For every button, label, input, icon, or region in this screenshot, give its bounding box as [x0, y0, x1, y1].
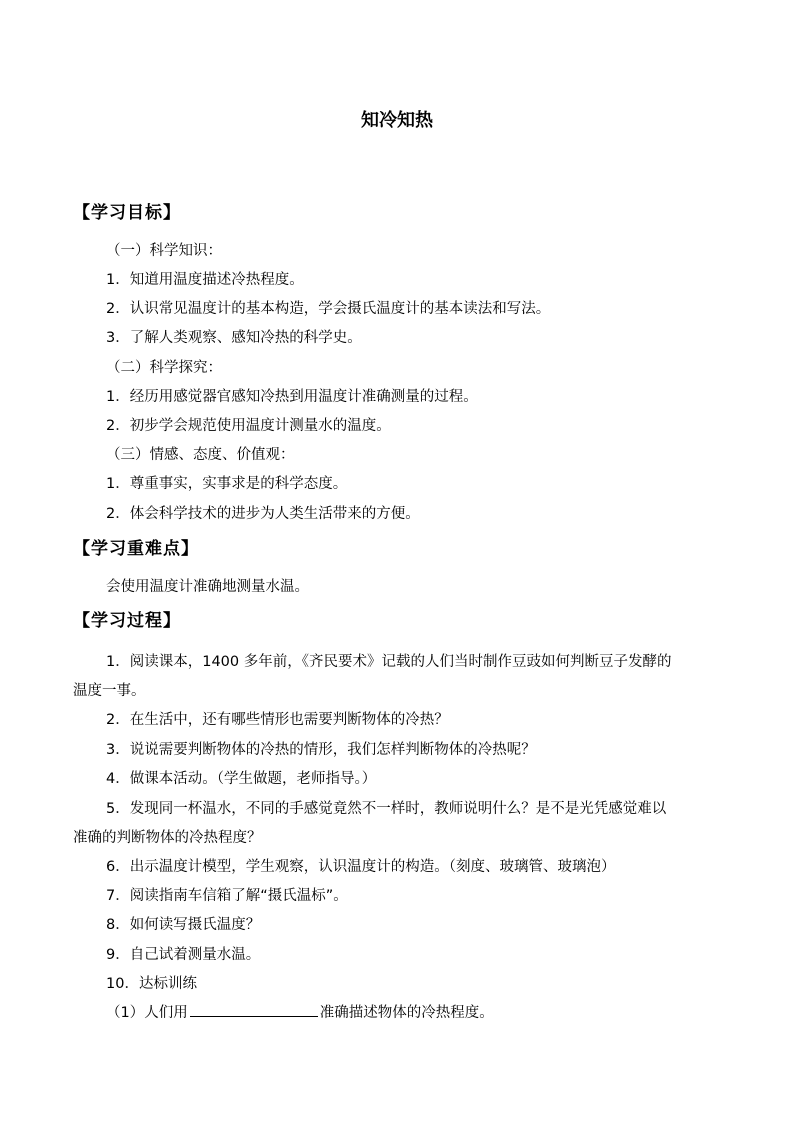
process-heading: 【学习过程】	[73, 611, 181, 631]
goals-heading: 【学习目标】	[73, 203, 181, 223]
emotion-item-2: 2．体会科学技术的进步为人类生活带来的方便。	[106, 506, 420, 522]
exercise-1-prefix: （1）人们用	[106, 1005, 188, 1021]
exercise-1-suffix: 准确描述物体的冷热程度。	[319, 1005, 494, 1021]
knowledge-item-1: 1．知道用温度描述冷热程度。	[106, 272, 304, 288]
emotion-subheading: （三）情感、态度、价值观：	[106, 447, 295, 463]
inquiry-item-1: 1．经历用感觉器官感知冷热到用温度计准确测量的过程。	[106, 389, 478, 405]
key-points-text: 会使用温度计准确地测量水温。	[106, 579, 309, 595]
knowledge-subheading: （一）科学知识：	[106, 243, 222, 259]
process-item-1-line-2: 温度一事。	[73, 683, 146, 699]
emotion-item-1: 1．尊重事实，实事求是的科学态度。	[106, 476, 348, 492]
page-title: 知冷知热	[361, 110, 433, 131]
inquiry-subheading: （二）科学探究：	[106, 360, 222, 376]
inquiry-item-2: 2．初步学会规范使用温度计测量水的温度。	[106, 418, 391, 434]
exercise-1	[106, 1001, 494, 1022]
process-item-7: 7．阅读指南车信箱了解“摄氏温标”。	[106, 888, 348, 904]
process-item-9: 9．自己试着测量水温。	[106, 947, 261, 963]
process-item-4: 4．做课本活动。（学生做题，老师指导。）	[106, 771, 377, 787]
process-item-2: 2．在生活中，还有哪些情形也需要判断物体的冷热？	[106, 712, 449, 728]
key-points-heading: 【学习重难点】	[73, 539, 199, 559]
knowledge-item-3: 3．了解人类观察、感知冷热的科学史。	[106, 330, 362, 346]
process-item-5-line-2: 准确的判断物体的冷热程度？	[73, 830, 262, 846]
process-item-6: 6．出示温度计模型，学生观察，认识温度计的构造。（刻度、玻璃管、玻璃泡）	[106, 859, 616, 875]
process-item-5-line-1: 5．发现同一杯温水，不同的手感觉竟然不一样时，教师说明什么？是不是光凭感觉难以	[106, 801, 667, 817]
process-item-10: 10．达标训练	[106, 976, 197, 992]
knowledge-item-2: 2．认识常见温度计的基本构造，学会摄氏温度计的基本读法和写法。	[106, 301, 551, 317]
process-item-3: 3．说说需要判断物体的冷热的情形，我们怎样判断物体的冷热呢？	[106, 742, 536, 758]
process-item-1-line-1: 1．阅读课本，1400 多年前，《齐民要术》记载的人们当时制作豆豉如何判断豆子发酵的	[106, 654, 672, 670]
fill-in-blank[interactable]	[190, 1002, 318, 1017]
process-item-8: 8．如何读写摄氏温度？	[106, 917, 261, 933]
